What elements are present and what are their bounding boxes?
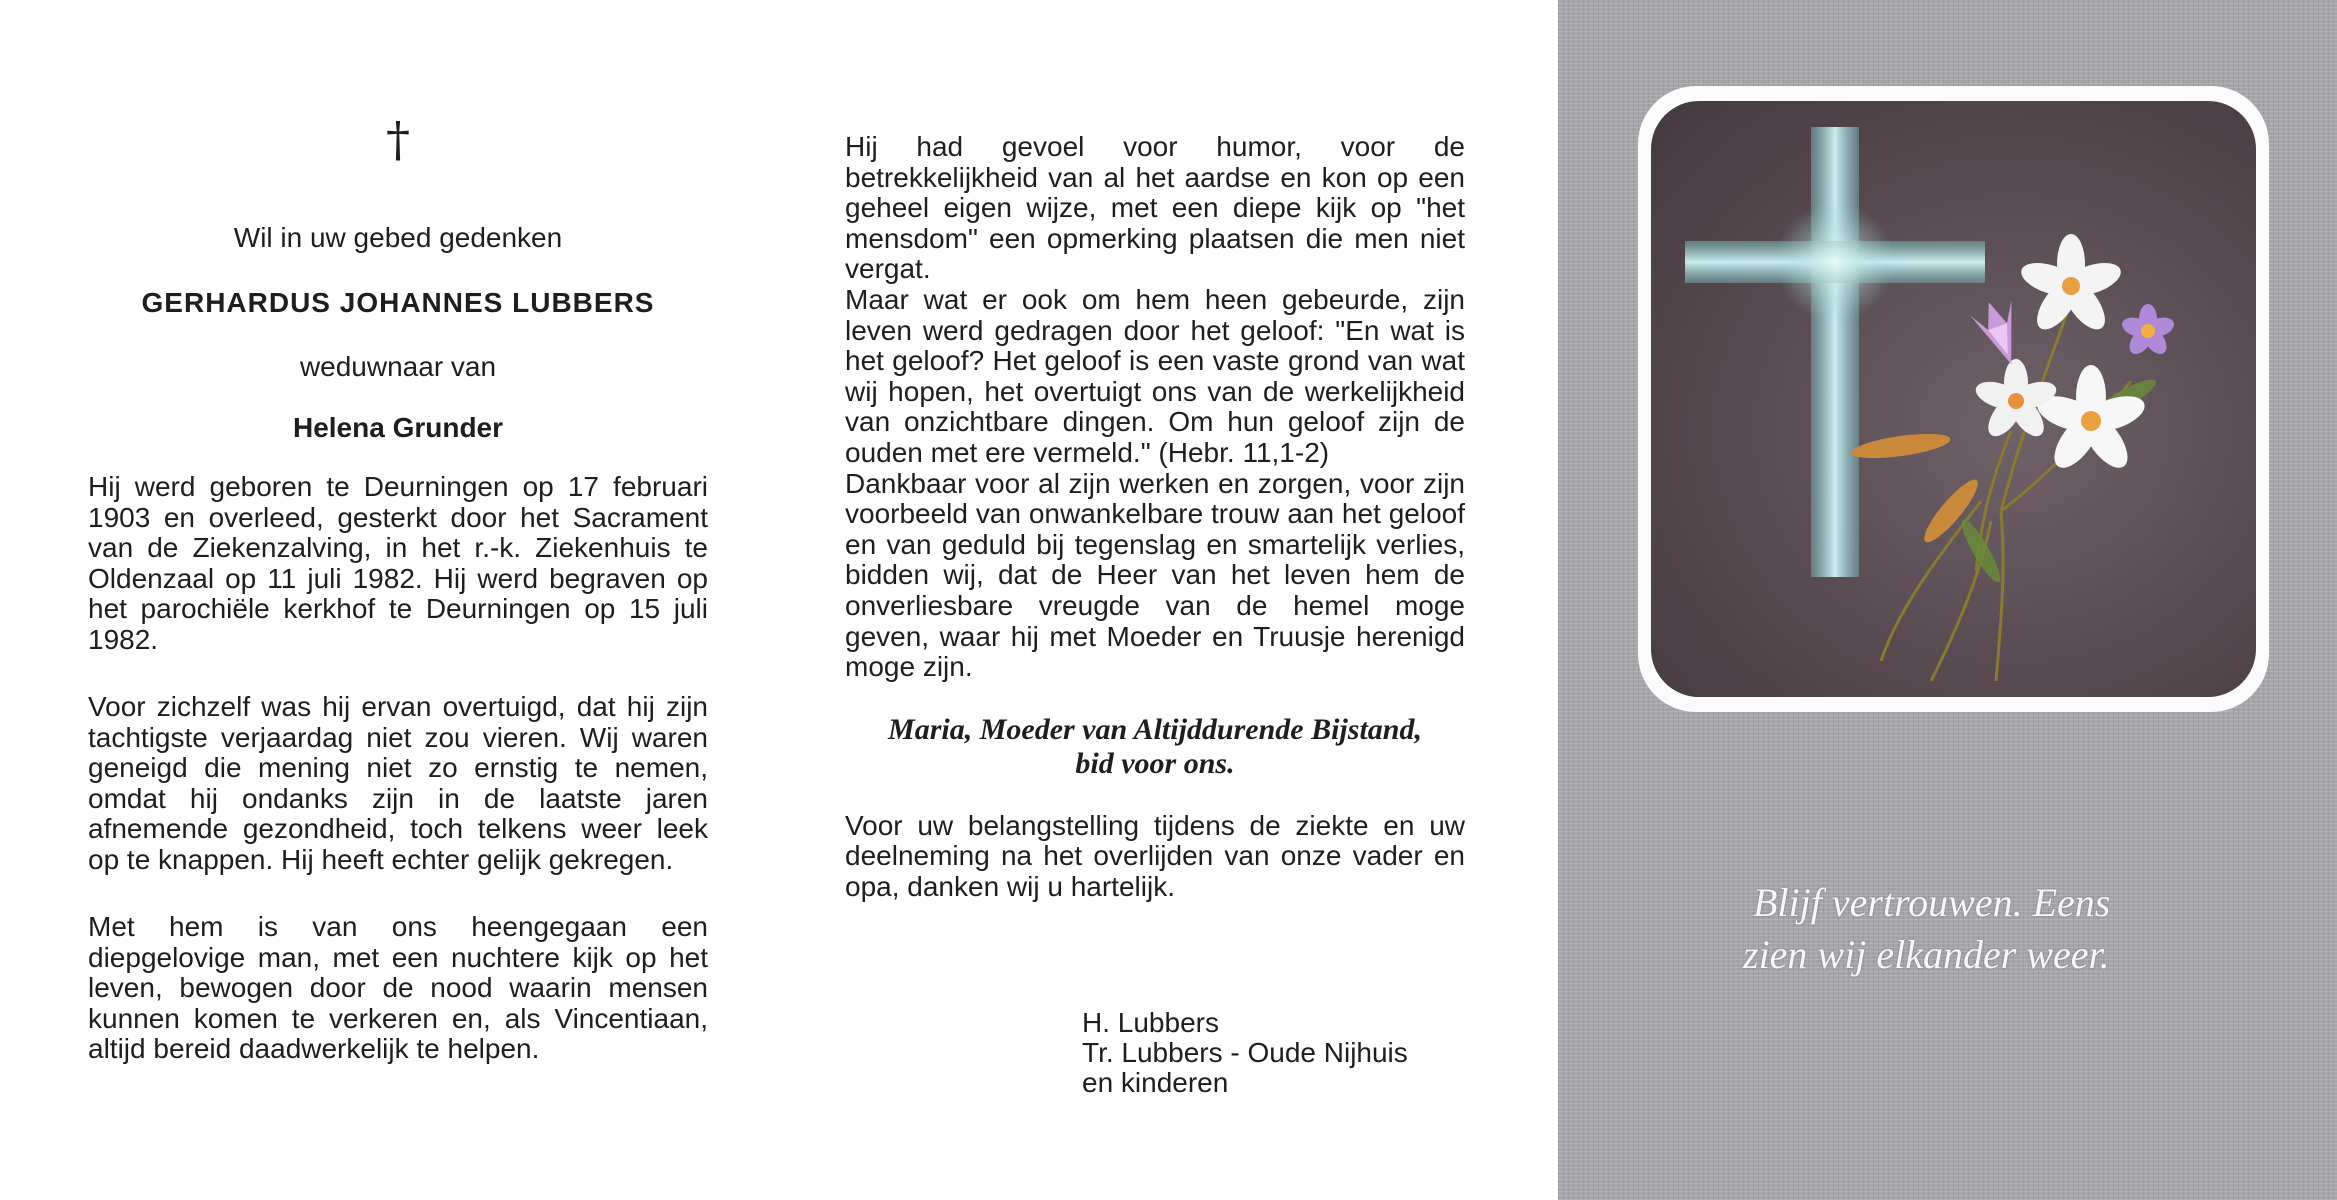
prayer-line-1: Maria, Moeder van Altijddurende Bijstand, bbox=[888, 712, 1422, 746]
motto-line-2: zien wij elkander weer. bbox=[1743, 932, 2110, 977]
motto bbox=[1743, 877, 2303, 981]
faith-paragraph: Maar wat er ook om hem heen gebeurde, zijn leven werd gedragen door het geloof: "En wat is het geloof? Het geloof is een vaste grond van wat wij hopen, het overtuigt ons van de werkelijkheid van onzichtbare dingen. Om hun geloof zijn de ouden met ere vermeld." (Hebr. 11,1-2) bbox=[845, 283, 1465, 468]
cross-with-lilies-picture bbox=[1651, 101, 2256, 697]
biography-paragraph-1: Hij werd geboren te Deurningen op 17 februari 1903 en overleed, gesterkt door het Sacrament van de Ziekenzalving, in het r.-k. Ziekenhuis te Oldenzaal op 11 juli 1982. Hij werd begraven op het parochiële kerkhof te Deurningen op 15 juli 1982. bbox=[88, 471, 708, 655]
prayer-line-2: bid voor ons. bbox=[1075, 746, 1235, 780]
signature-2: Tr. Lubbers - Oude Nijhuis bbox=[1082, 1037, 1408, 1068]
humor-paragraph: Hij had gevoel voor humor, voor de betrekkelijkheid van al het aardse en kon op een geheel eigen wijze, met een diepe kijk op "het mensdom" een opmerking plaatsen die men niet vergat. bbox=[845, 131, 1465, 285]
relation-line: weduwnaar van bbox=[299, 351, 497, 382]
signature-1: H. Lubbers bbox=[1082, 1007, 1219, 1038]
cross-and-flowers-illustration bbox=[1651, 101, 2256, 697]
thanks-paragraph: Voor uw belangstelling tijdens de ziekte en uw deelneming na het overlijden van onze vader en opa, danken wij u hartelijk. bbox=[845, 809, 1465, 902]
motto-line-1: Blijf vertrouwen. Eens bbox=[1753, 880, 2111, 925]
gratitude-paragraph: Dankbaar voor al zijn werken en zorgen, voor zijn voorbeeld van onwankelbare trouw aan het geloof en van geduld bij tegenslag en smartelijk verlies, bidden wij, dat de Heer van het leven hem de onverliesbare vreugde van de hemel moge geven, waar hij met Moeder en Truusje herenigd moge zijn. bbox=[845, 467, 1465, 683]
picture-frame bbox=[1638, 86, 2269, 712]
signatures bbox=[1082, 1008, 1408, 1098]
spouse-name: Helena Grunder bbox=[292, 412, 504, 443]
biography-paragraph-3: Met hem is van ons heengegaan een diepgelovige man, met een nuchtere kijk op het leven, bewogen door de nood waarin mensen kunnen komen te verkeren en, als Vincentiaan, altijd bereid daadwerkelijk te helpen. bbox=[88, 911, 708, 1065]
memorial-card-front bbox=[1558, 0, 2337, 1200]
flower-stems bbox=[1881, 301, 2131, 681]
biography-paragraph-2: Voor zichzelf was hij ervan overtuigd, dat hij zijn tachtigste verjaardag niet zou vieren. Wij waren geneigd die mening niet zo ernstig te nemen, omdat hij ondanks zijn in de laatste jaren afnemende gezondheid, toch telkens weer leek op te knappen. Hij heeft echter gelijk gekregen. bbox=[88, 691, 708, 875]
lily-flowers bbox=[1968, 234, 2176, 475]
middle-text bbox=[845, 132, 1465, 902]
cross-symbol: † bbox=[386, 112, 410, 168]
deceased-name: GERHARDUS JOHANNES LUBBERS bbox=[141, 287, 655, 318]
signature-3: en kinderen bbox=[1082, 1067, 1229, 1098]
intro-line: Wil in uw gebed gedenken bbox=[233, 222, 563, 253]
